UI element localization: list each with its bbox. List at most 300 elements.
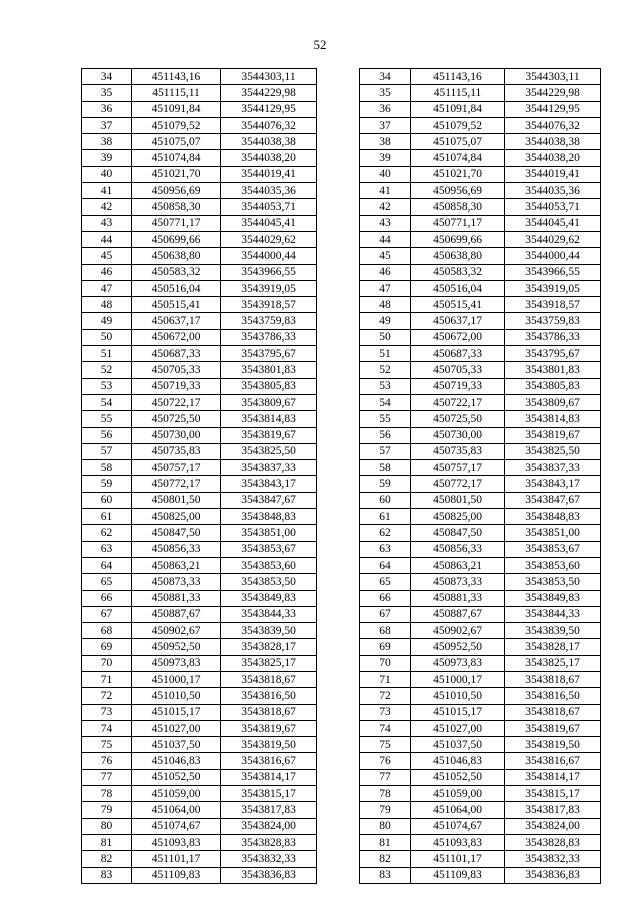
x-coordinate-cell: 450516,04 <box>411 280 505 296</box>
table-row <box>82 671 601 687</box>
table-row <box>82 346 601 362</box>
point-number-cell: 77 <box>360 769 411 785</box>
x-coordinate-cell: 451010,50 <box>132 688 221 704</box>
x-coordinate-cell: 451046,83 <box>411 753 505 769</box>
column-gap <box>317 557 360 573</box>
table-row <box>82 623 601 639</box>
x-coordinate-cell: 451059,00 <box>411 786 505 802</box>
y-coordinate-cell: 3543786,33 <box>505 329 601 345</box>
table-row <box>82 492 601 508</box>
column-gap <box>317 688 360 704</box>
x-coordinate-cell: 451074,67 <box>132 818 221 834</box>
point-number-cell: 44 <box>360 231 411 247</box>
y-coordinate-cell: 3543918,57 <box>221 297 317 313</box>
point-number-cell: 76 <box>360 753 411 769</box>
y-coordinate-cell: 3544229,98 <box>221 85 317 101</box>
x-coordinate-cell: 450725,50 <box>132 411 221 427</box>
table-row <box>82 427 601 443</box>
x-coordinate-cell: 451000,17 <box>132 671 221 687</box>
y-coordinate-cell: 3543919,05 <box>505 280 601 296</box>
y-coordinate-cell: 3543837,33 <box>505 460 601 476</box>
point-number-cell: 42 <box>360 199 411 215</box>
point-number-cell: 52 <box>82 362 132 378</box>
table-row <box>82 150 601 166</box>
table-row <box>82 411 601 427</box>
x-coordinate-cell: 451101,17 <box>132 851 221 867</box>
y-coordinate-cell: 3543828,83 <box>221 834 317 850</box>
table-row <box>82 378 601 394</box>
x-coordinate-cell: 451091,84 <box>132 101 221 117</box>
x-coordinate-cell: 450637,17 <box>411 313 505 329</box>
column-gap <box>317 427 360 443</box>
x-coordinate-cell: 450771,17 <box>411 215 505 231</box>
y-coordinate-cell: 3544229,98 <box>505 85 601 101</box>
x-coordinate-cell: 450735,83 <box>411 443 505 459</box>
y-coordinate-cell: 3544045,41 <box>221 215 317 231</box>
table-row <box>82 851 601 867</box>
x-coordinate-cell: 451021,70 <box>132 166 221 182</box>
y-coordinate-cell: 3543832,33 <box>505 851 601 867</box>
table-row <box>82 362 601 378</box>
y-coordinate-cell: 3543816,50 <box>505 688 601 704</box>
column-gap <box>317 394 360 410</box>
x-coordinate-cell: 451093,83 <box>132 834 221 850</box>
point-number-cell: 53 <box>82 378 132 394</box>
x-coordinate-cell: 451064,00 <box>411 802 505 818</box>
x-coordinate-cell: 451143,16 <box>411 69 505 85</box>
point-number-cell: 58 <box>360 460 411 476</box>
y-coordinate-cell: 3544303,11 <box>505 69 601 85</box>
y-coordinate-cell: 3543819,50 <box>505 737 601 753</box>
point-number-cell: 67 <box>82 606 132 622</box>
y-coordinate-cell: 3543795,67 <box>505 346 601 362</box>
y-coordinate-cell: 3543853,67 <box>505 541 601 557</box>
point-number-cell: 34 <box>360 69 411 85</box>
table-row <box>82 818 601 834</box>
y-coordinate-cell: 3543919,05 <box>221 280 317 296</box>
y-coordinate-cell: 3543828,17 <box>221 639 317 655</box>
y-coordinate-cell: 3543825,50 <box>505 443 601 459</box>
column-gap <box>317 525 360 541</box>
point-number-cell: 75 <box>82 737 132 753</box>
point-number-cell: 81 <box>360 834 411 850</box>
column-gap <box>317 639 360 655</box>
x-coordinate-cell: 451109,83 <box>411 867 505 883</box>
x-coordinate-cell: 450515,41 <box>132 297 221 313</box>
x-coordinate-cell: 450873,33 <box>411 574 505 590</box>
x-coordinate-cell: 450881,33 <box>132 590 221 606</box>
y-coordinate-cell: 3543816,67 <box>221 753 317 769</box>
y-coordinate-cell: 3543805,83 <box>221 378 317 394</box>
point-number-cell: 82 <box>82 851 132 867</box>
point-number-cell: 68 <box>360 623 411 639</box>
y-coordinate-cell: 3543818,67 <box>221 704 317 720</box>
point-number-cell: 65 <box>82 574 132 590</box>
column-gap <box>317 476 360 492</box>
y-coordinate-cell: 3543795,67 <box>221 346 317 362</box>
y-coordinate-cell: 3543801,83 <box>505 362 601 378</box>
point-number-cell: 49 <box>82 313 132 329</box>
x-coordinate-cell: 451115,11 <box>132 85 221 101</box>
x-coordinate-cell: 451074,67 <box>411 818 505 834</box>
y-coordinate-cell: 3544129,95 <box>505 101 601 117</box>
x-coordinate-cell: 451052,50 <box>132 769 221 785</box>
column-gap <box>317 671 360 687</box>
y-coordinate-cell: 3543918,57 <box>505 297 601 313</box>
y-coordinate-cell: 3543815,17 <box>221 786 317 802</box>
y-coordinate-cell: 3543817,83 <box>221 802 317 818</box>
point-number-cell: 48 <box>82 297 132 313</box>
y-coordinate-cell: 3543809,67 <box>505 394 601 410</box>
x-coordinate-cell: 450973,83 <box>132 655 221 671</box>
table-row <box>82 394 601 410</box>
y-coordinate-cell: 3543814,17 <box>221 769 317 785</box>
x-coordinate-cell: 450863,21 <box>411 557 505 573</box>
x-coordinate-cell: 450881,33 <box>411 590 505 606</box>
column-gap <box>317 411 360 427</box>
y-coordinate-cell: 3543836,83 <box>221 867 317 883</box>
x-coordinate-cell: 450687,33 <box>132 346 221 362</box>
point-number-cell: 47 <box>82 280 132 296</box>
x-coordinate-cell: 451015,17 <box>411 704 505 720</box>
table-row <box>82 69 601 85</box>
y-coordinate-cell: 3543844,33 <box>505 606 601 622</box>
table-row <box>82 737 601 753</box>
point-number-cell: 36 <box>82 101 132 117</box>
y-coordinate-cell: 3543801,83 <box>221 362 317 378</box>
table-row <box>82 476 601 492</box>
point-number-cell: 83 <box>82 867 132 883</box>
page-number: 52 <box>313 37 327 52</box>
table-row <box>82 460 601 476</box>
column-gap <box>317 101 360 117</box>
point-number-cell: 67 <box>360 606 411 622</box>
x-coordinate-cell: 451015,17 <box>132 704 221 720</box>
point-number-cell: 49 <box>360 313 411 329</box>
point-number-cell: 57 <box>82 443 132 459</box>
column-gap <box>317 134 360 150</box>
y-coordinate-cell: 3543759,83 <box>505 313 601 329</box>
y-coordinate-cell: 3543853,60 <box>221 557 317 573</box>
table-row <box>82 753 601 769</box>
y-coordinate-cell: 3544076,32 <box>221 117 317 133</box>
point-number-cell: 71 <box>360 671 411 687</box>
table-row <box>82 541 601 557</box>
point-number-cell: 61 <box>360 509 411 525</box>
point-number-cell: 55 <box>82 411 132 427</box>
column-gap <box>317 460 360 476</box>
table-row <box>82 443 601 459</box>
point-number-cell: 68 <box>82 623 132 639</box>
point-number-cell: 47 <box>360 280 411 296</box>
x-coordinate-cell: 450825,00 <box>411 509 505 525</box>
x-coordinate-cell: 450516,04 <box>132 280 221 296</box>
coordinates-table <box>81 68 601 884</box>
x-coordinate-cell: 451091,84 <box>411 101 505 117</box>
x-coordinate-cell: 451093,83 <box>411 834 505 850</box>
point-number-cell: 36 <box>360 101 411 117</box>
table-row <box>82 704 601 720</box>
y-coordinate-cell: 3543849,83 <box>505 590 601 606</box>
y-coordinate-cell: 3544000,44 <box>505 248 601 264</box>
point-number-cell: 80 <box>360 818 411 834</box>
y-coordinate-cell: 3543817,83 <box>505 802 601 818</box>
table-row <box>82 867 601 883</box>
x-coordinate-cell: 450699,66 <box>411 231 505 247</box>
y-coordinate-cell: 3544053,71 <box>505 199 601 215</box>
x-coordinate-cell: 451109,83 <box>132 867 221 883</box>
x-coordinate-cell: 450772,17 <box>411 476 505 492</box>
table-row <box>82 101 601 117</box>
point-number-cell: 65 <box>360 574 411 590</box>
column-gap <box>317 623 360 639</box>
point-number-cell: 50 <box>82 329 132 345</box>
y-coordinate-cell: 3544038,38 <box>221 134 317 150</box>
y-coordinate-cell: 3543816,67 <box>505 753 601 769</box>
point-number-cell: 80 <box>82 818 132 834</box>
point-number-cell: 56 <box>360 427 411 443</box>
x-coordinate-cell: 450583,32 <box>132 264 221 280</box>
point-number-cell: 72 <box>82 688 132 704</box>
column-gap <box>317 834 360 850</box>
table-row <box>82 802 601 818</box>
y-coordinate-cell: 3543839,50 <box>505 623 601 639</box>
point-number-cell: 66 <box>82 590 132 606</box>
x-coordinate-cell: 450638,80 <box>132 248 221 264</box>
column-gap <box>317 248 360 264</box>
point-number-cell: 70 <box>82 655 132 671</box>
column-gap <box>317 280 360 296</box>
point-number-cell: 52 <box>360 362 411 378</box>
column-gap <box>317 509 360 525</box>
column-gap <box>317 802 360 818</box>
y-coordinate-cell: 3543848,83 <box>505 509 601 525</box>
y-coordinate-cell: 3544029,62 <box>221 231 317 247</box>
x-coordinate-cell: 451115,11 <box>411 85 505 101</box>
y-coordinate-cell: 3543828,17 <box>505 639 601 655</box>
x-coordinate-cell: 451037,50 <box>411 737 505 753</box>
point-number-cell: 58 <box>82 460 132 476</box>
point-number-cell: 82 <box>360 851 411 867</box>
column-gap <box>317 166 360 182</box>
table-row <box>82 231 601 247</box>
column-gap <box>317 85 360 101</box>
x-coordinate-cell: 450725,50 <box>411 411 505 427</box>
column-gap <box>317 117 360 133</box>
x-coordinate-cell: 450757,17 <box>411 460 505 476</box>
y-coordinate-cell: 3543825,17 <box>505 655 601 671</box>
point-number-cell: 43 <box>82 215 132 231</box>
y-coordinate-cell: 3543844,33 <box>221 606 317 622</box>
y-coordinate-cell: 3544129,95 <box>221 101 317 117</box>
y-coordinate-cell: 3543818,67 <box>505 671 601 687</box>
x-coordinate-cell: 451079,52 <box>132 117 221 133</box>
column-gap <box>317 199 360 215</box>
y-coordinate-cell: 3543848,83 <box>221 509 317 525</box>
y-coordinate-cell: 3543843,17 <box>505 476 601 492</box>
x-coordinate-cell: 451075,07 <box>411 134 505 150</box>
x-coordinate-cell: 450735,83 <box>132 443 221 459</box>
table-row <box>82 606 601 622</box>
point-number-cell: 60 <box>360 492 411 508</box>
point-number-cell: 54 <box>360 394 411 410</box>
point-number-cell: 45 <box>360 248 411 264</box>
y-coordinate-cell: 3543853,50 <box>505 574 601 590</box>
point-number-cell: 59 <box>360 476 411 492</box>
point-number-cell: 70 <box>360 655 411 671</box>
point-number-cell: 73 <box>82 704 132 720</box>
x-coordinate-cell: 451059,00 <box>132 786 221 802</box>
y-coordinate-cell: 3543824,00 <box>505 818 601 834</box>
point-number-cell: 37 <box>360 117 411 133</box>
y-coordinate-cell: 3544076,32 <box>505 117 601 133</box>
point-number-cell: 63 <box>360 541 411 557</box>
point-number-cell: 45 <box>82 248 132 264</box>
column-gap <box>317 606 360 622</box>
point-number-cell: 72 <box>360 688 411 704</box>
point-number-cell: 57 <box>360 443 411 459</box>
y-coordinate-cell: 3543819,67 <box>505 427 601 443</box>
point-number-cell: 62 <box>360 525 411 541</box>
x-coordinate-cell: 450952,50 <box>132 639 221 655</box>
x-coordinate-cell: 450772,17 <box>132 476 221 492</box>
y-coordinate-cell: 3544038,20 <box>221 150 317 166</box>
table-row <box>82 134 601 150</box>
point-number-cell: 81 <box>82 834 132 850</box>
x-coordinate-cell: 451027,00 <box>132 720 221 736</box>
column-gap <box>317 720 360 736</box>
y-coordinate-cell: 3544038,38 <box>505 134 601 150</box>
x-coordinate-cell: 450952,50 <box>411 639 505 655</box>
column-gap <box>317 753 360 769</box>
column-gap <box>317 851 360 867</box>
y-coordinate-cell: 3544029,62 <box>505 231 601 247</box>
point-number-cell: 40 <box>82 166 132 182</box>
x-coordinate-cell: 450801,50 <box>411 492 505 508</box>
point-number-cell: 79 <box>360 802 411 818</box>
point-number-cell: 78 <box>82 786 132 802</box>
point-number-cell: 74 <box>82 720 132 736</box>
point-number-cell: 38 <box>360 134 411 150</box>
x-coordinate-cell: 450515,41 <box>411 297 505 313</box>
point-number-cell: 79 <box>82 802 132 818</box>
x-coordinate-cell: 451064,00 <box>132 802 221 818</box>
point-number-cell: 64 <box>360 557 411 573</box>
x-coordinate-cell: 451037,50 <box>132 737 221 753</box>
column-gap <box>317 443 360 459</box>
point-number-cell: 35 <box>82 85 132 101</box>
point-number-cell: 62 <box>82 525 132 541</box>
y-coordinate-cell: 3543825,50 <box>221 443 317 459</box>
column-gap <box>317 769 360 785</box>
column-gap <box>317 737 360 753</box>
y-coordinate-cell: 3543759,83 <box>221 313 317 329</box>
x-coordinate-cell: 450825,00 <box>132 509 221 525</box>
x-coordinate-cell: 450722,17 <box>411 394 505 410</box>
x-coordinate-cell: 450902,67 <box>411 623 505 639</box>
y-coordinate-cell: 3544019,41 <box>221 166 317 182</box>
x-coordinate-cell: 450637,17 <box>132 313 221 329</box>
point-number-cell: 51 <box>82 346 132 362</box>
y-coordinate-cell: 3543805,83 <box>505 378 601 394</box>
x-coordinate-cell: 451010,50 <box>411 688 505 704</box>
y-coordinate-cell: 3543819,67 <box>221 720 317 736</box>
x-coordinate-cell: 450973,83 <box>411 655 505 671</box>
point-number-cell: 41 <box>82 183 132 199</box>
column-gap <box>317 215 360 231</box>
column-gap <box>317 541 360 557</box>
table-row <box>82 166 601 182</box>
x-coordinate-cell: 450856,33 <box>132 541 221 557</box>
table-row <box>82 313 601 329</box>
column-gap <box>317 786 360 802</box>
table-row <box>82 509 601 525</box>
point-number-cell: 55 <box>360 411 411 427</box>
x-coordinate-cell: 450858,30 <box>132 199 221 215</box>
point-number-cell: 60 <box>82 492 132 508</box>
y-coordinate-cell: 3543819,50 <box>221 737 317 753</box>
point-number-cell: 48 <box>360 297 411 313</box>
point-number-cell: 39 <box>82 150 132 166</box>
y-coordinate-cell: 3543843,17 <box>221 476 317 492</box>
table-row <box>82 117 601 133</box>
y-coordinate-cell: 3543819,67 <box>221 427 317 443</box>
y-coordinate-cell: 3543966,55 <box>221 264 317 280</box>
x-coordinate-cell: 450887,67 <box>132 606 221 622</box>
x-coordinate-cell: 451101,17 <box>411 851 505 867</box>
x-coordinate-cell: 450730,00 <box>411 427 505 443</box>
y-coordinate-cell: 3544000,44 <box>221 248 317 264</box>
x-coordinate-cell: 450956,69 <box>411 183 505 199</box>
point-number-cell: 64 <box>82 557 132 573</box>
table-row <box>82 590 601 606</box>
column-gap <box>317 264 360 280</box>
table-row <box>82 85 601 101</box>
point-number-cell: 39 <box>360 150 411 166</box>
table-row <box>82 525 601 541</box>
point-number-cell: 41 <box>360 183 411 199</box>
table-row <box>82 655 601 671</box>
column-gap <box>317 297 360 313</box>
table-row <box>82 786 601 802</box>
point-number-cell: 53 <box>360 378 411 394</box>
x-coordinate-cell: 451052,50 <box>411 769 505 785</box>
y-coordinate-cell: 3543849,83 <box>221 590 317 606</box>
table-row <box>82 329 601 345</box>
x-coordinate-cell: 450672,00 <box>132 329 221 345</box>
point-number-cell: 54 <box>82 394 132 410</box>
column-gap <box>317 313 360 329</box>
point-number-cell: 46 <box>360 264 411 280</box>
y-coordinate-cell: 3543837,33 <box>221 460 317 476</box>
x-coordinate-cell: 450757,17 <box>132 460 221 476</box>
x-coordinate-cell: 450730,00 <box>132 427 221 443</box>
point-number-cell: 73 <box>360 704 411 720</box>
x-coordinate-cell: 451079,52 <box>411 117 505 133</box>
table-row <box>82 557 601 573</box>
y-coordinate-cell: 3543814,83 <box>505 411 601 427</box>
y-coordinate-cell: 3544035,36 <box>505 183 601 199</box>
point-number-cell: 83 <box>360 867 411 883</box>
table-row <box>82 639 601 655</box>
point-number-cell: 74 <box>360 720 411 736</box>
x-coordinate-cell: 450956,69 <box>132 183 221 199</box>
point-number-cell: 61 <box>82 509 132 525</box>
point-number-cell: 78 <box>360 786 411 802</box>
point-number-cell: 51 <box>360 346 411 362</box>
point-number-cell: 35 <box>360 85 411 101</box>
x-coordinate-cell: 450771,17 <box>132 215 221 231</box>
